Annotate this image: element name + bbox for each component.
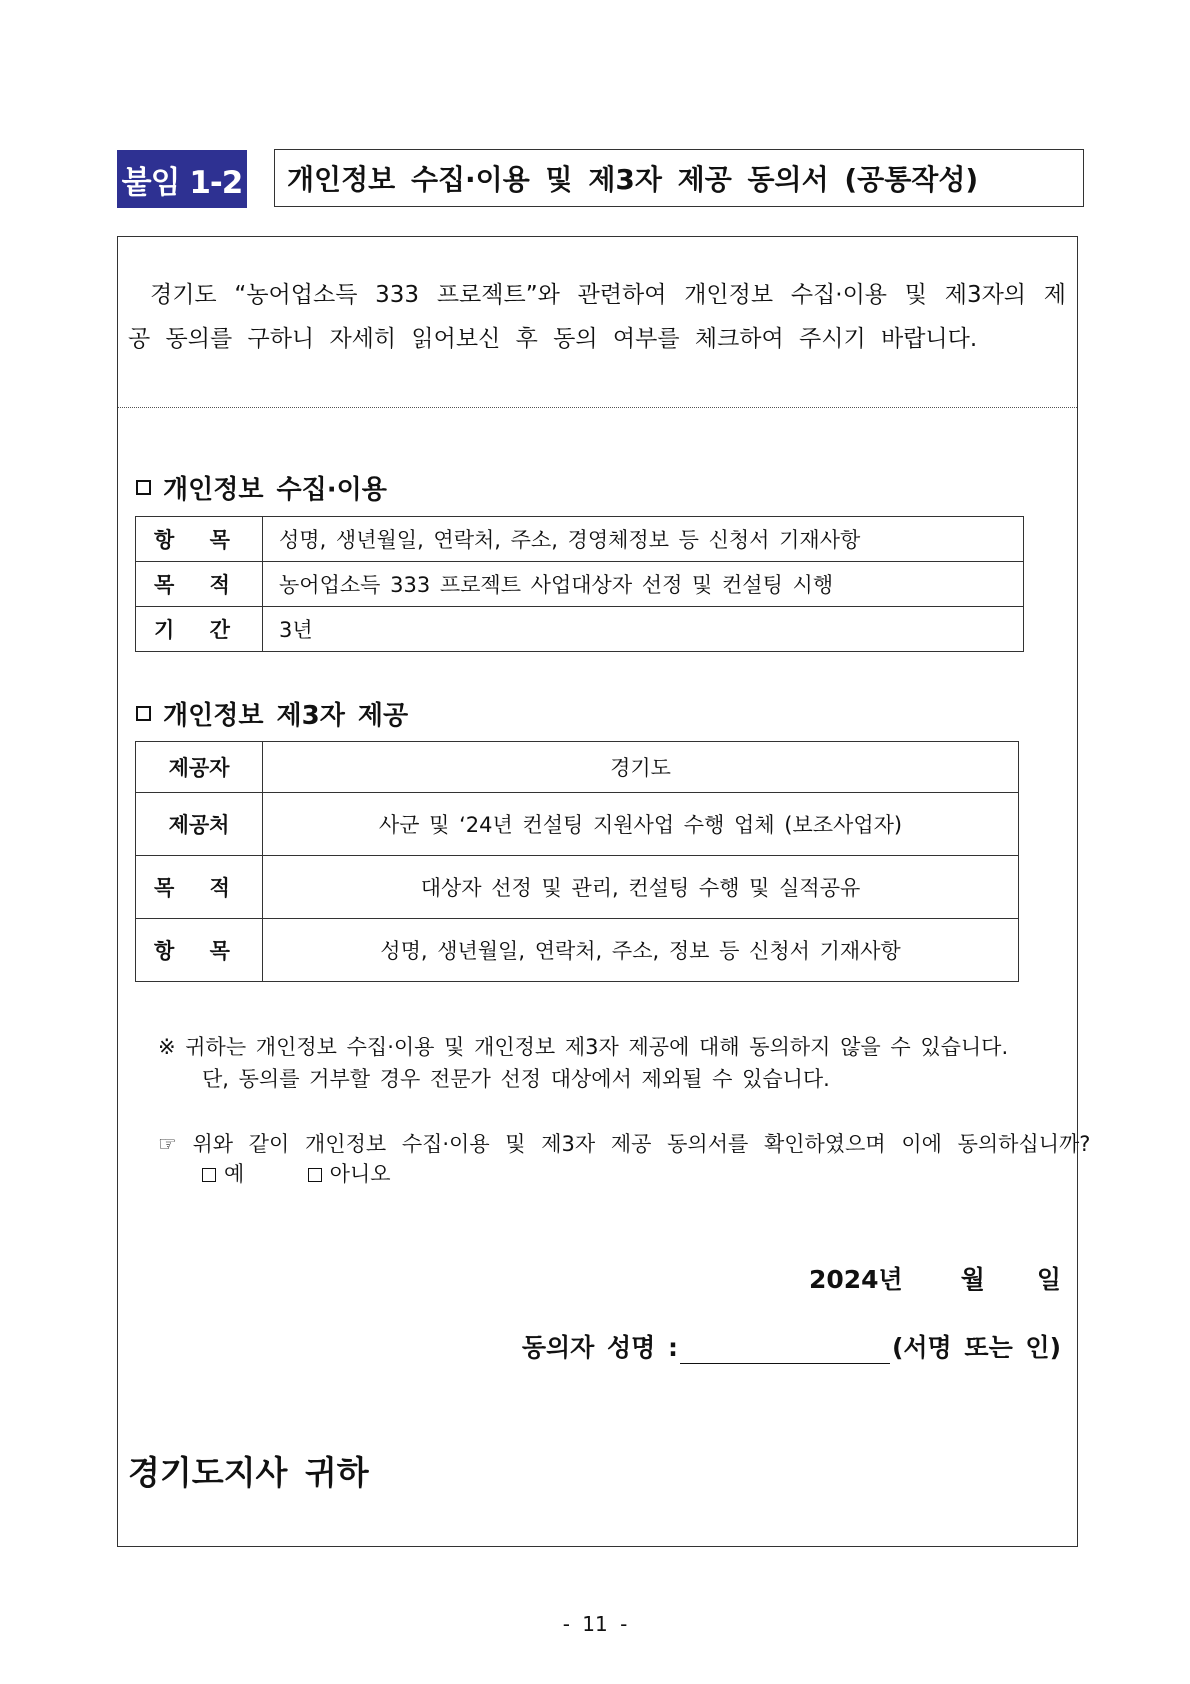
table-row (136, 517, 1024, 562)
table-row (136, 562, 1024, 607)
section-thirdparty-title: 개인정보 제3자 제공 (163, 701, 409, 731)
consent-options (202, 1158, 391, 1188)
square-bullet-icon (136, 480, 151, 495)
consent-question: ☞ 위와 같이 개인정보 수집·이용 및 제3자 제공 동의서를 확인하였으며 이에 동의하십니까? (158, 1132, 1091, 1156)
checkbox-icon[interactable] (202, 1168, 216, 1182)
date-day: 일 (1036, 1265, 1061, 1294)
signature-hint: (서명 또는 인) (891, 1333, 1061, 1362)
signer-name-label: 동의자 성명 : (521, 1333, 678, 1362)
thirdparty-table (135, 741, 1019, 982)
square-bullet-icon (136, 706, 151, 721)
row-label: 기 간 (136, 607, 263, 652)
section-collection-title: 개인정보 수집·이용 (163, 475, 387, 505)
attachment-badge: 붙임 1-2 (117, 150, 247, 208)
intro-text: 경기도 “농어업소득 333 프로젝트”와 관련하여 개인정보 수집·이용 및 제3자의 제공 동의를 구하니 자세히 읽어보신 후 동의 여부를 체크하여 주시기 바랍니다. (128, 282, 1066, 352)
signature-line (522, 1328, 1061, 1364)
row-value: 경기도 (263, 742, 1019, 793)
row-label: 목 적 (136, 856, 263, 919)
consent-no-option[interactable] (308, 1162, 391, 1186)
document-title: 개인정보 수집·이용 및 제3자 제공 동의서 (공통작성) (274, 149, 1084, 207)
row-label: 제공자 (136, 742, 263, 793)
refusal-note: ※ 귀하는 개인정보 수집·이용 및 개인정보 제3자 제공에 대해 동의하지 않을 수 있습니다. (158, 1035, 1009, 1059)
table-row (136, 919, 1019, 982)
table-row (136, 607, 1024, 652)
date-line (809, 1260, 1061, 1296)
row-label: 목 적 (136, 562, 263, 607)
signature-field[interactable] (680, 1339, 890, 1364)
table-row (136, 742, 1019, 793)
addressee: 경기도지사 귀하 (128, 1453, 369, 1492)
checkbox-icon[interactable] (308, 1168, 322, 1182)
row-value: 대상자 선정 및 관리, 컨설팅 수행 및 실적공유 (263, 856, 1019, 919)
row-value: 성명, 생년월일, 연락처, 주소, 경영체정보 등 신청서 기재사항 (263, 517, 1024, 562)
collection-table (135, 516, 1024, 652)
option-yes-label: 예 (224, 1162, 245, 1186)
option-no-label: 아니오 (329, 1162, 391, 1186)
intro-paragraph (128, 273, 1066, 361)
row-value: 성명, 생년월일, 연락처, 주소, 정보 등 신청서 기재사항 (263, 919, 1019, 982)
page-number: - 11 - (562, 1612, 628, 1636)
row-value: 3년 (263, 607, 1024, 652)
refusal-consequence-note: 단, 동의를 거부할 경우 전문가 선정 대상에서 제외될 수 있습니다. (202, 1067, 830, 1091)
consent-form-frame (117, 236, 1091, 1547)
row-label: 항 목 (136, 517, 263, 562)
dotted-divider (118, 407, 1077, 408)
table-row (136, 856, 1019, 919)
row-label: 제공처 (136, 793, 263, 856)
table-row (136, 793, 1019, 856)
row-label: 항 목 (136, 919, 263, 982)
date-month: 월 (960, 1265, 985, 1294)
row-value: 농어업소득 333 프로젝트 사업대상자 선정 및 컨설팅 시행 (263, 562, 1024, 607)
row-value: 사군 및 ‘24년 컨설팅 지원사업 수행 업체 (보조사업자) (263, 793, 1019, 856)
section-collection-heading (136, 469, 387, 506)
consent-yes-option[interactable] (202, 1162, 244, 1186)
date-year: 2024년 (808, 1265, 903, 1294)
section-thirdparty-heading (136, 695, 408, 732)
